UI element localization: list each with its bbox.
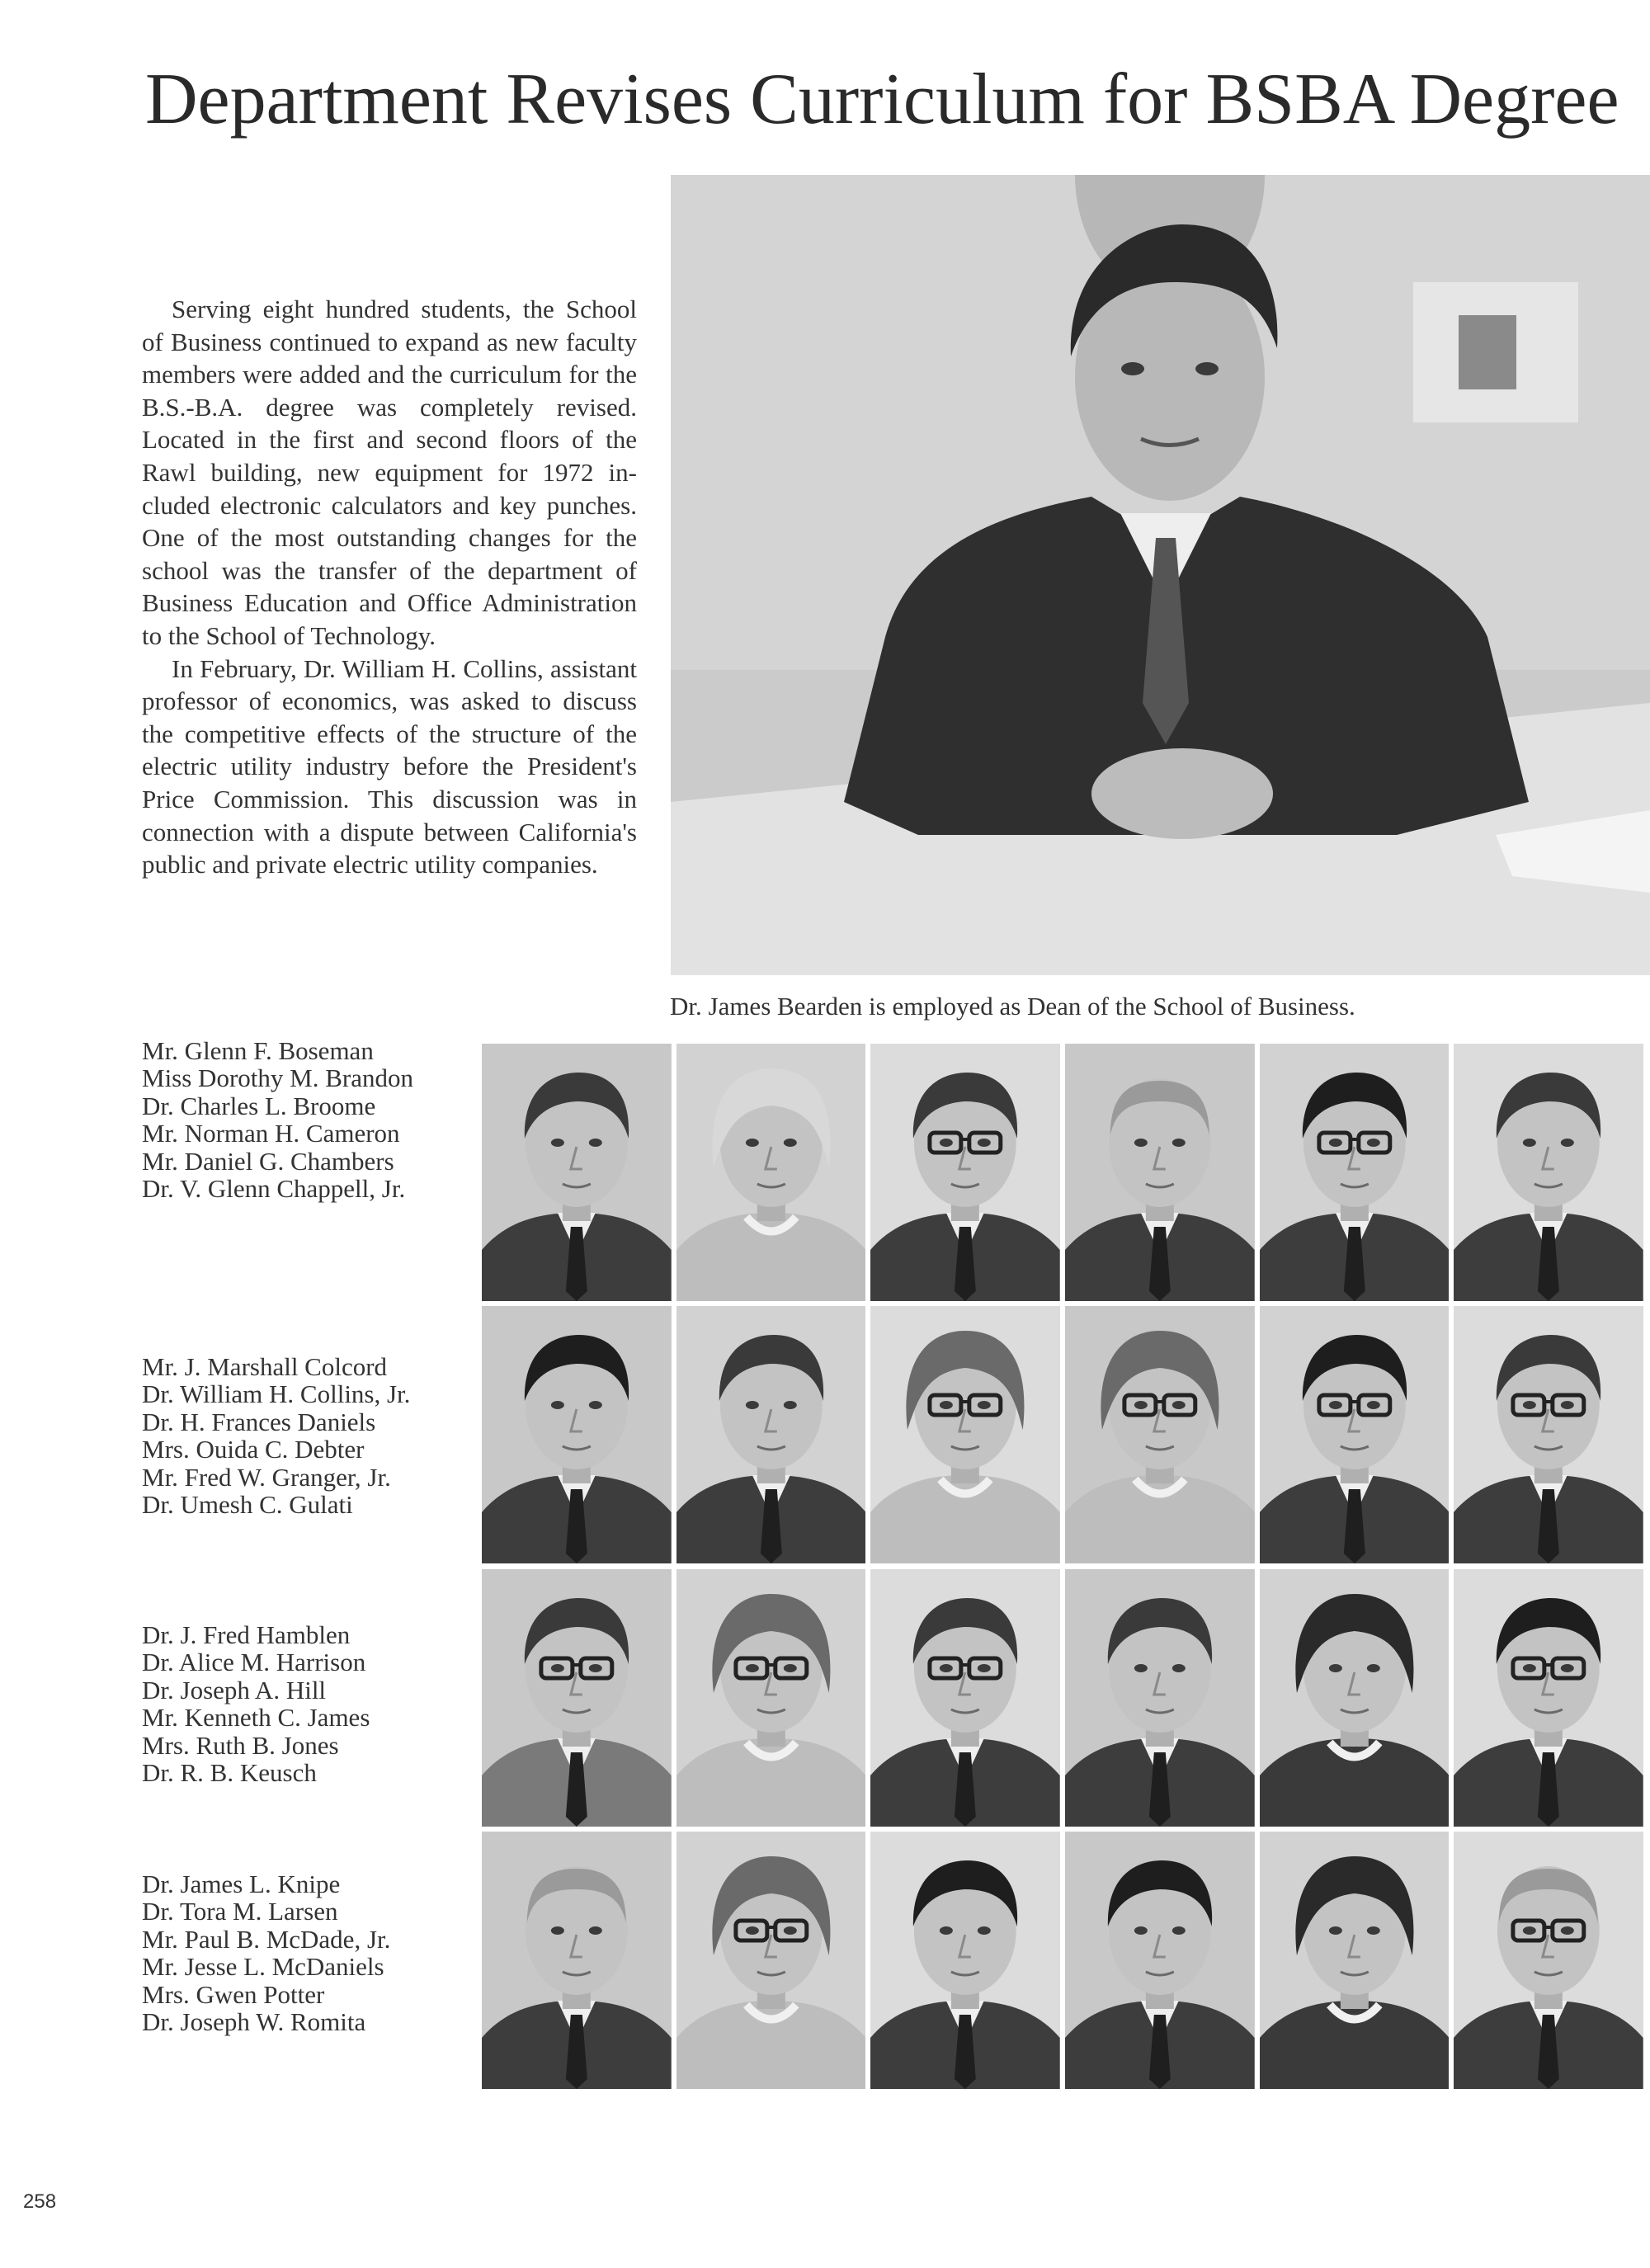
faculty-portrait xyxy=(482,1569,672,1827)
faculty-name: Mr. Daniel G. Chambers xyxy=(142,1146,394,1176)
portrait-illustration xyxy=(676,1306,866,1563)
article-body xyxy=(142,293,637,881)
faculty-portrait xyxy=(870,1569,1060,1827)
faculty-name: Dr. R. B. Keusch xyxy=(142,1758,317,1788)
faculty-portrait xyxy=(482,1832,672,2089)
faculty-portrait xyxy=(1260,1569,1450,1827)
faculty-name: Mr. J. Marshall Colcord xyxy=(142,1352,388,1381)
faculty-portrait xyxy=(1454,1306,1643,1563)
page-headline: Department Revises Curriculum for BSBA Degree xyxy=(145,59,1619,139)
faculty-name: Mr. Glenn F. Boseman xyxy=(142,1036,374,1065)
faculty-portrait xyxy=(1065,1832,1255,2089)
faculty-portrait xyxy=(676,1306,866,1563)
faculty-portrait xyxy=(1065,1569,1255,1827)
faculty-portrait xyxy=(676,1832,866,2089)
faculty-name-list xyxy=(142,1037,488,1202)
faculty-portrait xyxy=(1260,1832,1450,2089)
faculty-name: Dr. Alice M. Harrison xyxy=(142,1648,366,1677)
faculty-portrait xyxy=(482,1044,672,1301)
faculty-portrait xyxy=(1454,1044,1643,1301)
faculty-portrait xyxy=(1260,1306,1450,1563)
faculty-name: Miss Dorothy M. Brandon xyxy=(142,1063,413,1093)
faculty-name: Dr. J. Fred Hamblen xyxy=(142,1620,351,1649)
page-number: 258 xyxy=(23,2190,57,2213)
portrait-illustration xyxy=(482,1832,672,2089)
portrait-row xyxy=(482,1569,1643,1827)
portrait-illustration xyxy=(1454,1569,1643,1827)
portrait-illustration xyxy=(870,1832,1060,2089)
portrait-illustration xyxy=(1065,1306,1255,1563)
portrait-illustration xyxy=(1260,1044,1450,1301)
faculty-name: Dr. William H. Collins, Jr. xyxy=(142,1379,411,1409)
faculty-portrait xyxy=(1454,1832,1643,2089)
portrait-row xyxy=(482,1306,1643,1563)
faculty-name: Mrs. Gwen Potter xyxy=(142,1979,325,2009)
faculty-name: Mr. Paul B. McDade, Jr. xyxy=(142,1924,391,1954)
portrait-illustration xyxy=(870,1044,1060,1301)
portrait-illustration xyxy=(1454,1306,1643,1563)
feature-photo-caption: Dr. James Bearden is employed as Dean of the School of Business. xyxy=(670,992,1355,1021)
faculty-portrait xyxy=(1065,1044,1255,1301)
article-paragraph: Serving eight hundred students, the School of Business continued to expand as new faculty members were added and the curriculum for the B.S.-B.A. degree was completely revised. Located in the first and second floors of the Rawl building, new equipment for 1972 included electronic calculators and key punches. One of the most outstanding changes for the school was the transfer of the department of Business Education and Office Administration to the School of Technology. xyxy=(142,295,637,650)
faculty-name: Dr. Joseph A. Hill xyxy=(142,1675,327,1705)
faculty-name: Mrs. Ouida C. Debter xyxy=(142,1435,365,1464)
faculty-portrait xyxy=(676,1569,866,1827)
faculty-name: Mrs. Ruth B. Jones xyxy=(142,1730,339,1760)
faculty-portrait xyxy=(482,1306,672,1563)
dean-feature-photo xyxy=(671,175,1650,975)
faculty-name-list xyxy=(142,1621,488,1786)
portrait-illustration xyxy=(1260,1832,1450,2089)
portrait-illustration xyxy=(1065,1044,1255,1301)
portrait-row xyxy=(482,1044,1643,1301)
portrait-illustration xyxy=(1454,1044,1643,1301)
portrait-illustration xyxy=(676,1044,866,1301)
portrait-illustration xyxy=(1454,1832,1643,2089)
article-paragraph: In February, Dr. William H. Collins, assistant professor of economics, was asked to discuss the competitive effects of the structure of the electric utility industry before the President's Price Commission. This discussion was in connection with a dispute between California's public and private electric utility companies. xyxy=(142,653,637,879)
faculty-name: Dr. V. Glenn Chappell, Jr. xyxy=(142,1174,406,1204)
faculty-name: Mr. Fred W. Granger, Jr. xyxy=(142,1462,391,1492)
faculty-name: Dr. Umesh C. Gulati xyxy=(142,1490,353,1520)
faculty-portrait xyxy=(1065,1306,1255,1563)
portrait-illustration xyxy=(1065,1569,1255,1827)
portrait-illustration xyxy=(1065,1832,1255,2089)
faculty-portrait xyxy=(870,1044,1060,1301)
portrait-illustration xyxy=(676,1832,866,2089)
portrait-illustration xyxy=(676,1569,866,1827)
faculty-name: Dr. James L. Knipe xyxy=(142,1870,341,1898)
portrait-row xyxy=(482,1832,1643,2089)
faculty-name: Mr. Kenneth C. James xyxy=(142,1703,370,1733)
portrait-illustration xyxy=(482,1044,672,1301)
faculty-portrait xyxy=(1260,1044,1450,1301)
portrait-illustration xyxy=(1260,1306,1450,1563)
faculty-name-list xyxy=(142,1870,488,2035)
portrait-illustration xyxy=(482,1569,672,1827)
dean-photo-illustration xyxy=(671,175,1650,975)
portrait-illustration xyxy=(870,1569,1060,1827)
faculty-portrait xyxy=(870,1306,1060,1563)
portrait-illustration xyxy=(482,1306,672,1563)
faculty-name: Mr. Norman H. Cameron xyxy=(142,1119,400,1148)
faculty-name: Dr. Tora M. Larsen xyxy=(142,1897,338,1926)
faculty-portrait xyxy=(676,1044,866,1301)
faculty-name-list xyxy=(142,1353,488,1518)
faculty-name: Dr. Charles L. Broome xyxy=(142,1091,376,1120)
faculty-name: Dr. H. Frances Daniels xyxy=(142,1407,376,1436)
faculty-portrait xyxy=(1454,1569,1643,1827)
faculty-name: Mr. Jesse L. McDaniels xyxy=(142,1952,384,1982)
faculty-portrait xyxy=(870,1832,1060,2089)
faculty-name: Dr. Joseph W. Romita xyxy=(142,2007,366,2037)
portrait-illustration xyxy=(870,1306,1060,1563)
portrait-illustration xyxy=(1260,1569,1450,1827)
